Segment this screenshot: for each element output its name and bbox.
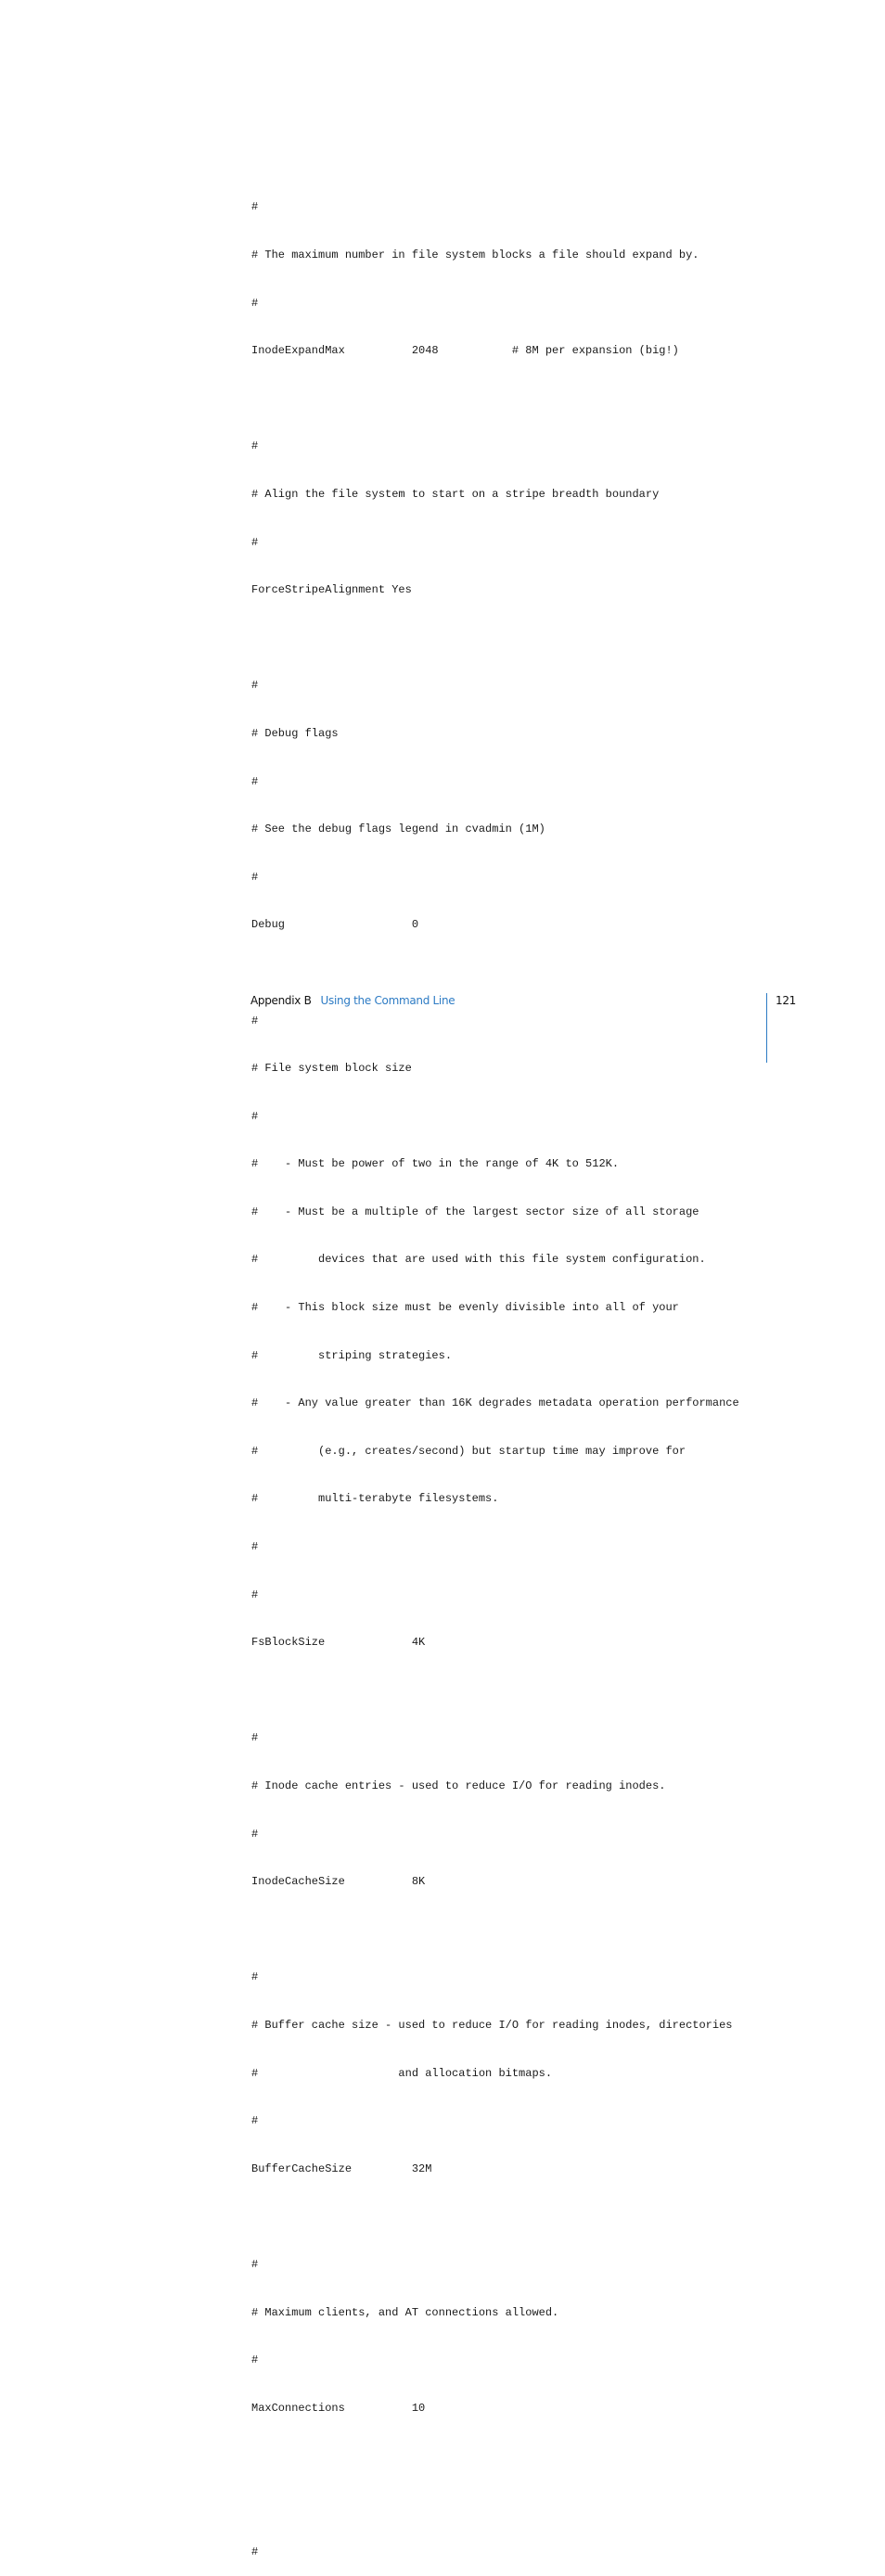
code-line: # - Must be a multiple of the largest sector size of all storage	[251, 1205, 699, 1218]
code-line: # Maximum clients, and AT connections allowed.	[251, 2305, 559, 2319]
code-line: #	[251, 1731, 259, 1745]
code-line: # File system block size	[251, 1062, 412, 1076]
code-line	[251, 2448, 739, 2464]
code-line: #	[251, 535, 259, 549]
config-code-listing	[251, 168, 739, 2576]
code-line: #	[251, 2544, 259, 2558]
code-line: # Buffer cache size - used to reduce I/O for reading inodes, directories	[251, 2018, 733, 2032]
code-line: # and allocation bitmaps.	[251, 2066, 553, 2080]
code-line: # - Any value greater than 16K degrades metadata operation performance	[251, 1396, 739, 1410]
appendix-label: Appendix B	[250, 994, 312, 1007]
code-line: # See the debug flags legend in cvadmin (1M)	[251, 823, 545, 836]
code-line: #	[251, 2114, 259, 2128]
code-line: InodeExpandMax 2048 # 8M per expansion (big!)	[251, 344, 679, 358]
code-line: MaxConnections 10	[251, 2401, 426, 2415]
code-line: # Align the file system to start on a stripe breadth boundary	[251, 487, 660, 501]
code-line: #	[251, 1827, 259, 1841]
code-line: # Inode cache entries - used to reduce I/O for reading inodes.	[251, 1779, 666, 1792]
code-line: # - This block size must be evenly divisible into all of your	[251, 1301, 679, 1315]
code-line: #	[251, 870, 259, 884]
code-line: Debug 0	[251, 918, 419, 932]
code-line: #	[251, 1109, 259, 1123]
code-line: #	[251, 2257, 259, 2271]
code-line: #	[251, 296, 259, 310]
code-line: #	[251, 200, 259, 214]
code-line	[251, 965, 739, 981]
code-line: #	[251, 774, 259, 788]
code-line: InodeCacheSize 8K	[251, 1875, 426, 1889]
code-line: # striping strategies.	[251, 1348, 453, 1362]
code-line: # devices that are used with this file system configuration.	[251, 1253, 706, 1267]
code-line: #	[251, 1970, 259, 1984]
code-line	[251, 1683, 739, 1699]
code-line: #	[251, 440, 259, 453]
code-line: #	[251, 2353, 259, 2367]
code-line: # multi-terabyte filesystems.	[251, 1492, 499, 1506]
code-line: #	[251, 1540, 259, 1554]
code-line: #	[251, 1588, 259, 1601]
code-line	[251, 2209, 739, 2225]
code-line	[251, 391, 739, 407]
page-number-divider	[766, 993, 767, 1063]
code-line: # The maximum number in file system blocks a file should expand by.	[251, 249, 699, 261]
code-line: # - Must be power of two in the range of 4K to 512K.	[251, 1157, 620, 1171]
code-line: #	[251, 1014, 259, 1027]
code-line: BufferCacheSize 32M	[251, 2162, 432, 2175]
chapter-title-link[interactable]: Using the Command Line	[320, 994, 455, 1007]
code-line: #	[251, 679, 259, 693]
code-line: # (e.g., creates/second) but startup time may improve for	[251, 1444, 686, 1458]
code-line: # Debug flags	[251, 726, 339, 740]
page-number: 121	[776, 994, 797, 1007]
code-line: ForceStripeAlignment Yes	[251, 583, 412, 597]
code-line	[251, 1922, 739, 1938]
code-line	[251, 2496, 739, 2512]
code-line: FsBlockSize 4K	[251, 1636, 426, 1650]
page-footer	[250, 994, 455, 1007]
code-line	[251, 631, 739, 646]
